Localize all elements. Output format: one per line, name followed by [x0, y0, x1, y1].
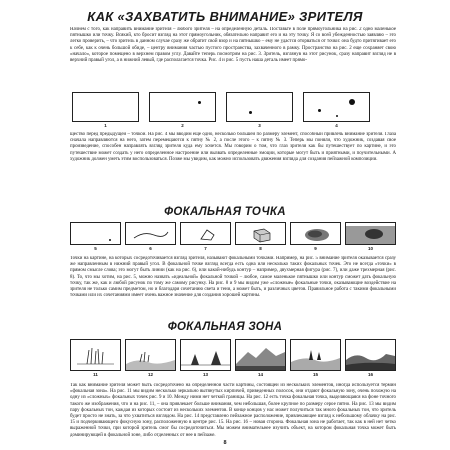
figure-14	[235, 339, 286, 377]
figure-2	[149, 92, 216, 128]
figure-caption: 15	[312, 372, 318, 377]
figure-caption: 2	[181, 123, 184, 128]
figure-11	[70, 339, 121, 377]
figure-caption: 10	[367, 246, 373, 251]
figure-caption: 9	[314, 246, 317, 251]
paragraph-focus-direction: щество перед предыдущей – точкой. На рис. 4 мы вводим еще одно, несколько большей по размеру элемент, способный привлечь внимание зрителя. Глаза сначала направляются на него, затем перемещаются к пятну № 2, а после этого – к пятну № 3. Теперь мы поняли, что художник, создавая свое произведение, способен направлять взгляд зрителя куда ему хочется. Мы говорим о том, что глаз зрителя как бы путешествует по картине, и это путешествие может создать у него определенное настроение или вызвать определенные эмоции, которые могут быть и приятными, и поучительными. А художник должен уметь этим воспользоваться. Позже мы увидим, как можно использовать движения взгляда для создания пейзажной композиции.	[70, 132, 396, 162]
page-title: КАК «ЗАХВАТИТЬ ВНИМАНИЕ» ЗРИТЕЛЯ	[87, 9, 363, 24]
page-number: 8	[223, 440, 227, 446]
section-title-focal-zone: ФОКАЛЬНАЯ ЗОНА	[167, 321, 283, 333]
figure-caption: 4	[335, 123, 338, 128]
figure-4	[303, 92, 370, 128]
focal-dot	[198, 101, 201, 104]
rolling-hills-sketch	[346, 340, 395, 370]
figure-6	[125, 222, 176, 251]
figure-row-2	[70, 222, 396, 251]
reeds-sketch	[71, 340, 120, 370]
cube-sketch	[236, 223, 285, 244]
mountains-sketch	[236, 340, 285, 370]
flat-shape-sketch	[181, 223, 230, 244]
figure-1	[72, 92, 139, 128]
figure-caption: 11	[93, 372, 98, 377]
focal-dot	[249, 111, 252, 114]
figure-caption: 1	[104, 123, 107, 128]
focal-dot-small	[336, 115, 338, 117]
line-sketch	[126, 223, 175, 244]
figure-caption: 7	[204, 246, 207, 251]
figure-8	[235, 222, 286, 251]
figure-caption: 12	[147, 372, 153, 377]
figure-caption: 14	[257, 372, 263, 377]
figure-10	[345, 222, 396, 251]
figure-row-3	[70, 339, 396, 377]
paragraph-intro: Начнем с того, как направить внимание зрителя – любого зрителя – на определенную деталь. Поставьте в поле прямоугольника на рис. 2 одно маленькое пятнышко или точку. Всякий, кто бросит взгляд на этот прямоугольник, обязательно направит его и на эту точку. Я со всей убежденностью заявляю – это легко проверить, – что зритель в данном случае сразу же обратит свой взор и на пятнышко – ему не удастся оторваться от точки: она будто притягивает его к себе, как к очень большой обиде, – центру внимания частью пустого пространства, захваченного в рамку. Пространство на рис. 2 еще сохраняет свою «начало», которое помещено в верхнем правом углу. Давайте теперь посмотрим на рис. 3. Зритель, взглянув на этот рисунок, сразу направит взгляд не в верхний правый угол, а в нижний левый, где располагается точка. Рис. 4 и рис. 5 пусть наша деталь имеет прямо-	[70, 27, 396, 64]
textured-area-sketch	[346, 223, 395, 244]
figure-7	[180, 222, 231, 251]
section-title-focal-point: ФОКАЛЬНАЯ ТОЧКА	[164, 206, 286, 218]
paragraph-focal-zone: Так как внимание зрителя может быть сосредоточено на определенной части картины, состоящей из нескольких элементов, иногда используется термин «фокальная зона». На рис. 11 мы видим несколько зеркально вытянутых кирпичей, приведенных полосок, они отдают фокальную зону, очень похожую на одну из «сложных» фокальных точек рис. 9 и 10. Между ними нет четкой границы. На рис. 12 есть точка фокальная точка, выделяющаяся на фоне точного такого же изображения, что и на рис. 11, – она привлекает больше внимания, чем небольшая, более крупное по размеру серое пятно. На рис. 13 мы видим пару фокальных тон, каждая из которых состоит из нескольких элементов. В конце концов у нас может получиться так много фокальных тон, что зритель будет просто не знать, за что ухватиться взглядом. На рис. 14 представлено пейзажное расположение, привлекающее взгляд к небольшому облачку на рис. 15 и подчеркивающего фокусную зону, расположенную в центре рис. 15. На рис. 16 – новая сторона. Фокальная зона не работает, так как в ней нет четко выраженной точки, при которой зритель смог бы сосредоточиться. Мы можем внимательнее изучить объект, на котором фокальная точка может быть доминирующей в фокальной зоне, либо отделенных от нее в пейзаже.	[70, 383, 396, 438]
figure-row-1	[72, 92, 370, 128]
figure-5	[70, 222, 121, 251]
figure-3	[226, 92, 293, 128]
figure-caption: 8	[259, 246, 262, 251]
paragraph-focal-points: Точки на картине, на которых сосредоточивается взгляд зрителя, называют фокальными точками. Например, на рис. 5 внимание зрителя оказывается сразу же направленным в нижний правый угол. В фокальной точке взгляд всегда есть одна или несколько таких фокальных точек. Это не всегда «точки» в прямом смысле слова; это могут быть линии (как на рис. 6), или какой-нибудь контур – например, двухмерная фигура (рис. 7), или даже трехмерная (рис. 8). То, что мы хотим, на рис. 5, можно назвать «идеальной» фокальной точкой – любое, самое маленькое пятнышко или контур сможет дать фокальную точку, так же, как и любой рисунок по тому же самому рисунку. На рис. 8 и 9 мы видим уже «сложные» фокальные точки, оказывающие воздействие на зрителя не только самим предметом, но и благодаря сочетанию света и тени, а может быть, и различных цветов. Правильное работа с такими фокальными точками или их сочетаниями имеет очень важное значение для создания хорошей картины.	[70, 256, 396, 299]
figure-caption: 5	[94, 246, 97, 251]
landscape-sketch	[291, 340, 340, 370]
shaded-mound-sketch	[291, 223, 340, 244]
focal-dot	[109, 239, 111, 241]
figure-caption: 13	[202, 372, 208, 377]
hills-sketch	[126, 340, 175, 370]
focal-dot	[318, 109, 321, 112]
figure-16	[345, 339, 396, 377]
focal-dot-large	[349, 99, 355, 105]
figure-15	[290, 339, 341, 377]
figure-caption: 6	[149, 246, 152, 251]
figure-12	[125, 339, 176, 377]
figure-9	[290, 222, 341, 251]
trees-sketch	[181, 340, 230, 370]
figure-caption: 3	[258, 123, 261, 128]
figure-13	[180, 339, 231, 377]
figure-caption: 16	[367, 372, 373, 377]
